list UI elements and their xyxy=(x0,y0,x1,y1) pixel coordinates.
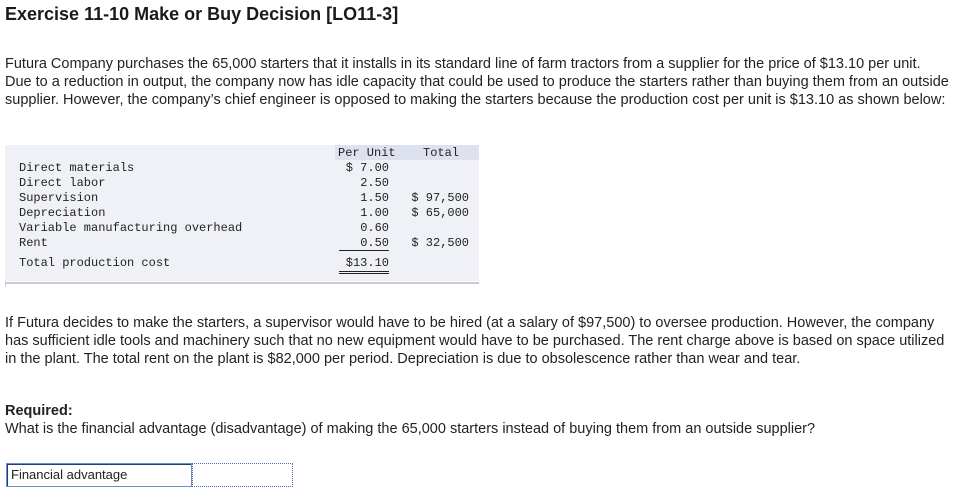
total-double-underline-1 xyxy=(339,271,389,272)
row-label: Direct materials xyxy=(19,161,135,175)
row-per-unit: $ 7.00 xyxy=(345,161,389,175)
row-label: Variable manufacturing overhead xyxy=(19,221,243,235)
row-total: $ 65,000 xyxy=(411,206,469,220)
financial-advantage-input[interactable] xyxy=(192,463,293,487)
row-total: $ 97,500 xyxy=(411,191,469,205)
exercise-title: Exercise 11-10 Make or Buy Decision [LO11-3] xyxy=(5,4,399,24)
row-label: Supervision xyxy=(19,191,99,205)
row-label: Direct labor xyxy=(19,176,106,190)
table-bottom-rule xyxy=(5,282,479,284)
row-total: $ 32,500 xyxy=(411,236,469,250)
row-per-unit: 0.60 xyxy=(360,221,389,235)
cost-table xyxy=(5,145,479,288)
header-per-unit: Per Unit xyxy=(338,146,396,160)
required-label: Required: xyxy=(5,403,73,419)
row-per-unit: 2.50 xyxy=(360,176,389,190)
row-per-unit: 1.50 xyxy=(360,191,389,205)
row-per-unit: 1.00 xyxy=(360,206,389,220)
followup-paragraph: If Futura decides to make the starters, a supervisor would have to be hired (at a salary of $97,500) to oversee production. However, the company has sufficient idle tools and machinery such that no new equipment would have to be purchased. The rent charge above is based on space utilized in the plant. The total rent on the plant is $82,000 per period. Depreciation is due to obsolescence rather than wear and tear. xyxy=(5,315,945,367)
row-label: Depreciation xyxy=(19,206,106,220)
subtotal-underline xyxy=(339,250,389,251)
row-label: Rent xyxy=(19,236,48,250)
header-total: Total xyxy=(423,146,460,160)
intro-paragraph: Futura Company purchases the 65,000 starters that it installs in its standard line of farm tractors from a supplier for the price of $13.10 per unit. Due to a reduction in output, the company now has idle capacity that could be used to produce the starters rather than buying them from an outside supplier. However, the company’s chief engineer is opposed to making the starters because the production cost per unit is $13.10 as shown below: xyxy=(5,56,949,108)
table-bottom-tick xyxy=(5,281,6,287)
row-per-unit: 0.50 xyxy=(360,236,389,250)
required-question: What is the financial advantage (disadvantage) of making the 65,000 starters instead of buying them from an outside supplier? xyxy=(5,421,816,437)
total-double-underline-2 xyxy=(339,273,389,274)
total-row-per-unit: $13.10 xyxy=(345,256,389,270)
total-row-label: Total production cost xyxy=(19,256,171,270)
financial-advantage-label[interactable]: Financial advantage xyxy=(6,463,192,487)
